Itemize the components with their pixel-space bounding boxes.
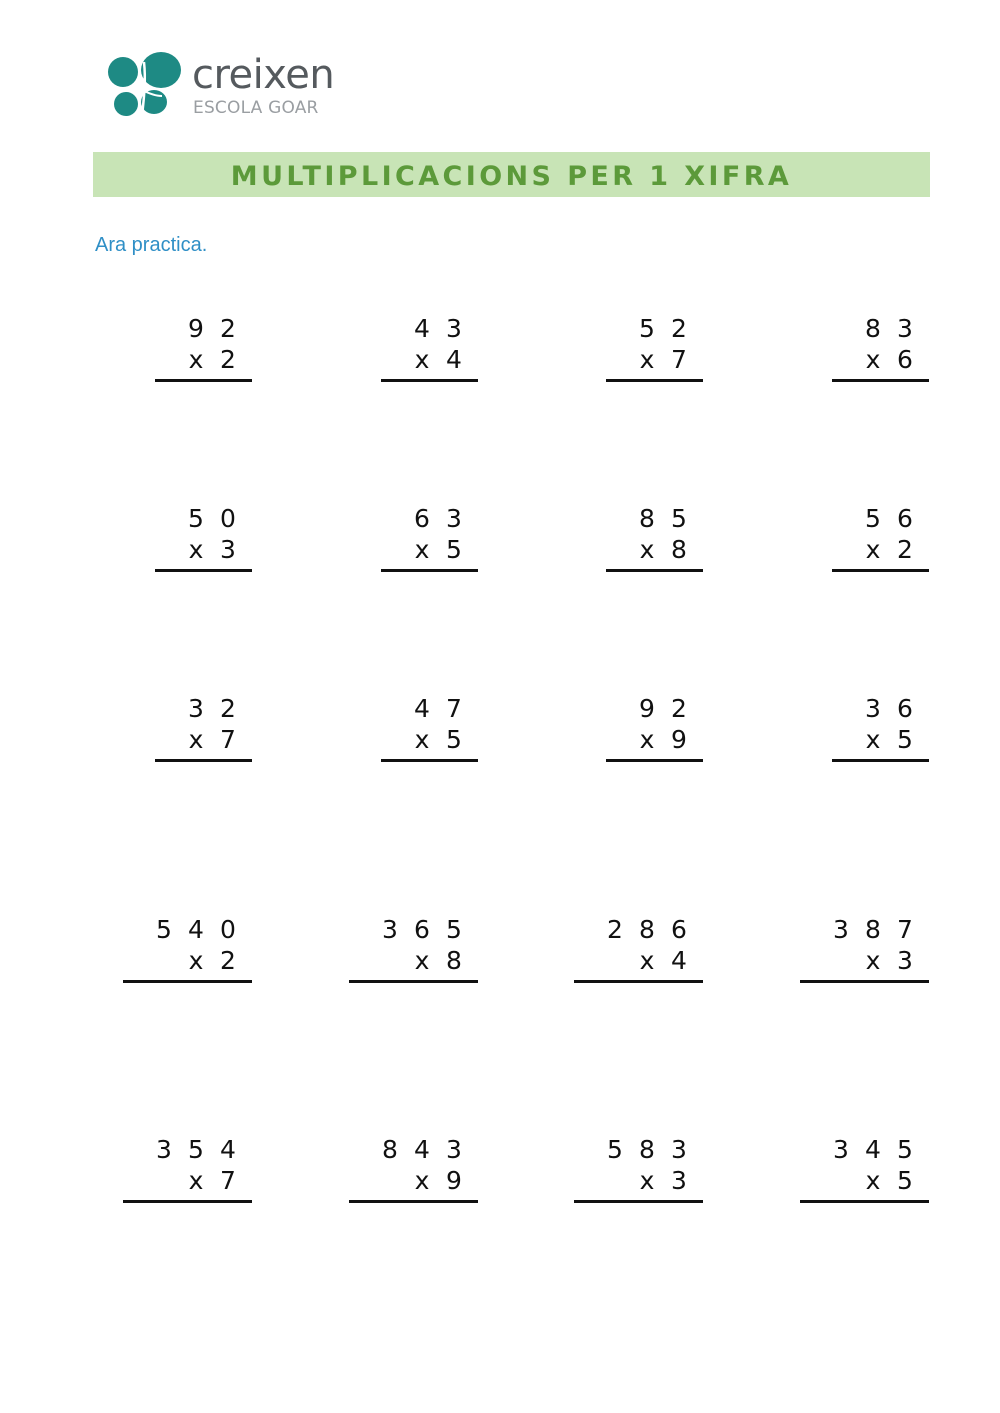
multiplication-problem <box>503 914 703 994</box>
multiplication-problem <box>278 313 478 393</box>
multiplier-digit: 7 <box>220 1166 236 1195</box>
brand-name: creixen <box>192 52 335 98</box>
instruction-text: Ara practica. <box>95 234 208 256</box>
multiplication-problem <box>52 693 252 773</box>
multiply-sign: x <box>639 345 655 374</box>
answer-line <box>381 379 478 382</box>
multiply-sign: x <box>414 535 430 564</box>
answer-line <box>832 569 929 572</box>
multiplier-digit: 4 <box>671 946 687 975</box>
multiplicand: 9 2 <box>188 314 236 343</box>
butterfly-leaf-icon <box>106 50 186 120</box>
multiply-sign: x <box>188 1166 204 1195</box>
multiplicand: 5 6 <box>865 504 913 533</box>
multiplication-problem <box>729 1134 929 1214</box>
multiplicand: 2 8 6 <box>607 915 687 944</box>
multiplier-digit: 8 <box>446 946 462 975</box>
multiplication-problem <box>503 1134 703 1214</box>
multiply-sign: x <box>639 946 655 975</box>
answer-line <box>155 569 252 572</box>
multiplication-problem <box>729 914 929 994</box>
multiply-sign: x <box>188 535 204 564</box>
multiplicand: 8 3 <box>865 314 913 343</box>
multiply-sign: x <box>865 535 881 564</box>
multiplier-digit: 7 <box>671 345 687 374</box>
title-banner <box>93 152 930 197</box>
multiplier <box>406 344 470 375</box>
answer-line <box>155 759 252 762</box>
school-logo <box>106 50 366 122</box>
multiply-sign: x <box>865 1166 881 1195</box>
multiplicand: 3 5 4 <box>156 1135 236 1164</box>
multiplication-problem <box>278 914 478 994</box>
multiply-sign: x <box>414 345 430 374</box>
multiplier <box>180 534 244 565</box>
answer-line <box>349 1200 478 1203</box>
multiplicand: 3 8 7 <box>833 915 913 944</box>
multiplier <box>631 945 695 976</box>
multiplicand: 3 6 <box>865 694 913 723</box>
multiplier <box>406 534 470 565</box>
multiplicand: 8 5 <box>639 504 687 533</box>
multiplier-digit: 9 <box>446 1166 462 1195</box>
multiplier-digit: 3 <box>897 946 913 975</box>
answer-line <box>574 980 703 983</box>
multiplier <box>406 724 470 755</box>
multiplier <box>857 1165 921 1196</box>
multiplication-problem <box>52 313 252 393</box>
multiplier-digit: 5 <box>897 725 913 754</box>
answer-line <box>349 980 478 983</box>
multiplication-problem <box>278 1134 478 1214</box>
answer-line <box>155 379 252 382</box>
multiplier <box>180 344 244 375</box>
multiplier <box>857 945 921 976</box>
multiplier <box>180 945 244 976</box>
multiplier <box>631 344 695 375</box>
answer-line <box>800 1200 929 1203</box>
answer-line <box>606 569 703 572</box>
multiplicand: 3 4 5 <box>833 1135 913 1164</box>
multiplier <box>406 945 470 976</box>
multiplicand: 8 4 3 <box>382 1135 462 1164</box>
multiply-sign: x <box>188 345 204 374</box>
multiplier <box>406 1165 470 1196</box>
multiplier <box>857 534 921 565</box>
answer-line <box>381 569 478 572</box>
multiplier <box>631 724 695 755</box>
multiplicand: 9 2 <box>639 694 687 723</box>
multiplier-digit: 5 <box>897 1166 913 1195</box>
multiplication-problem <box>278 693 478 773</box>
multiplier <box>631 1165 695 1196</box>
multiplication-problem <box>503 313 703 393</box>
multiply-sign: x <box>414 1166 430 1195</box>
multiplicand: 5 8 3 <box>607 1135 687 1164</box>
multiplication-problem <box>52 914 252 994</box>
answer-line <box>606 759 703 762</box>
answer-line <box>574 1200 703 1203</box>
multiplication-problem <box>729 693 929 773</box>
multiply-sign: x <box>865 725 881 754</box>
multiplication-problem <box>729 313 929 393</box>
multiplication-problem <box>52 1134 252 1214</box>
page-title: MULTIPLICACIONS PER 1 XIFRA <box>230 160 793 192</box>
multiply-sign: x <box>188 946 204 975</box>
brand-subtitle: ESCOLA GOAR <box>193 98 319 118</box>
answer-line <box>123 980 252 983</box>
multiplier-digit: 8 <box>671 535 687 564</box>
multiplication-problem <box>278 503 478 583</box>
multiply-sign: x <box>639 535 655 564</box>
multiplier <box>857 724 921 755</box>
multiplicand: 5 2 <box>639 314 687 343</box>
multiplier-digit: 3 <box>220 535 236 564</box>
multiplier-digit: 2 <box>220 345 236 374</box>
multiplier-digit: 2 <box>220 946 236 975</box>
multiplier-digit: 5 <box>446 725 462 754</box>
multiplier-digit: 9 <box>671 725 687 754</box>
answer-line <box>123 1200 252 1203</box>
multiplicand: 4 3 <box>414 314 462 343</box>
multiplicand: 4 7 <box>414 694 462 723</box>
multiplication-problem <box>503 503 703 583</box>
answer-line <box>606 379 703 382</box>
multiply-sign: x <box>639 725 655 754</box>
multiplication-problem <box>729 503 929 583</box>
multiply-sign: x <box>865 345 881 374</box>
multiply-sign: x <box>188 725 204 754</box>
multiplication-problem <box>503 693 703 773</box>
multiplicand: 5 0 <box>188 504 236 533</box>
multiplier <box>631 534 695 565</box>
multiplier-digit: 3 <box>671 1166 687 1195</box>
multiply-sign: x <box>639 1166 655 1195</box>
multiply-sign: x <box>414 946 430 975</box>
multiplication-problem <box>52 503 252 583</box>
multiplier-digit: 6 <box>897 345 913 374</box>
multiplicand: 3 2 <box>188 694 236 723</box>
multiplicand: 3 6 5 <box>382 915 462 944</box>
multiply-sign: x <box>414 725 430 754</box>
multiplier-digit: 5 <box>446 535 462 564</box>
multiplier-digit: 7 <box>220 725 236 754</box>
multiplier <box>857 344 921 375</box>
answer-line <box>832 379 929 382</box>
multiplier <box>180 1165 244 1196</box>
answer-line <box>381 759 478 762</box>
multiplicand: 6 3 <box>414 504 462 533</box>
multiplicand: 5 4 0 <box>156 915 236 944</box>
multiplier-digit: 2 <box>897 535 913 564</box>
answer-line <box>832 759 929 762</box>
multiply-sign: x <box>865 946 881 975</box>
answer-line <box>800 980 929 983</box>
multiplier-digit: 4 <box>446 345 462 374</box>
multiplier <box>180 724 244 755</box>
